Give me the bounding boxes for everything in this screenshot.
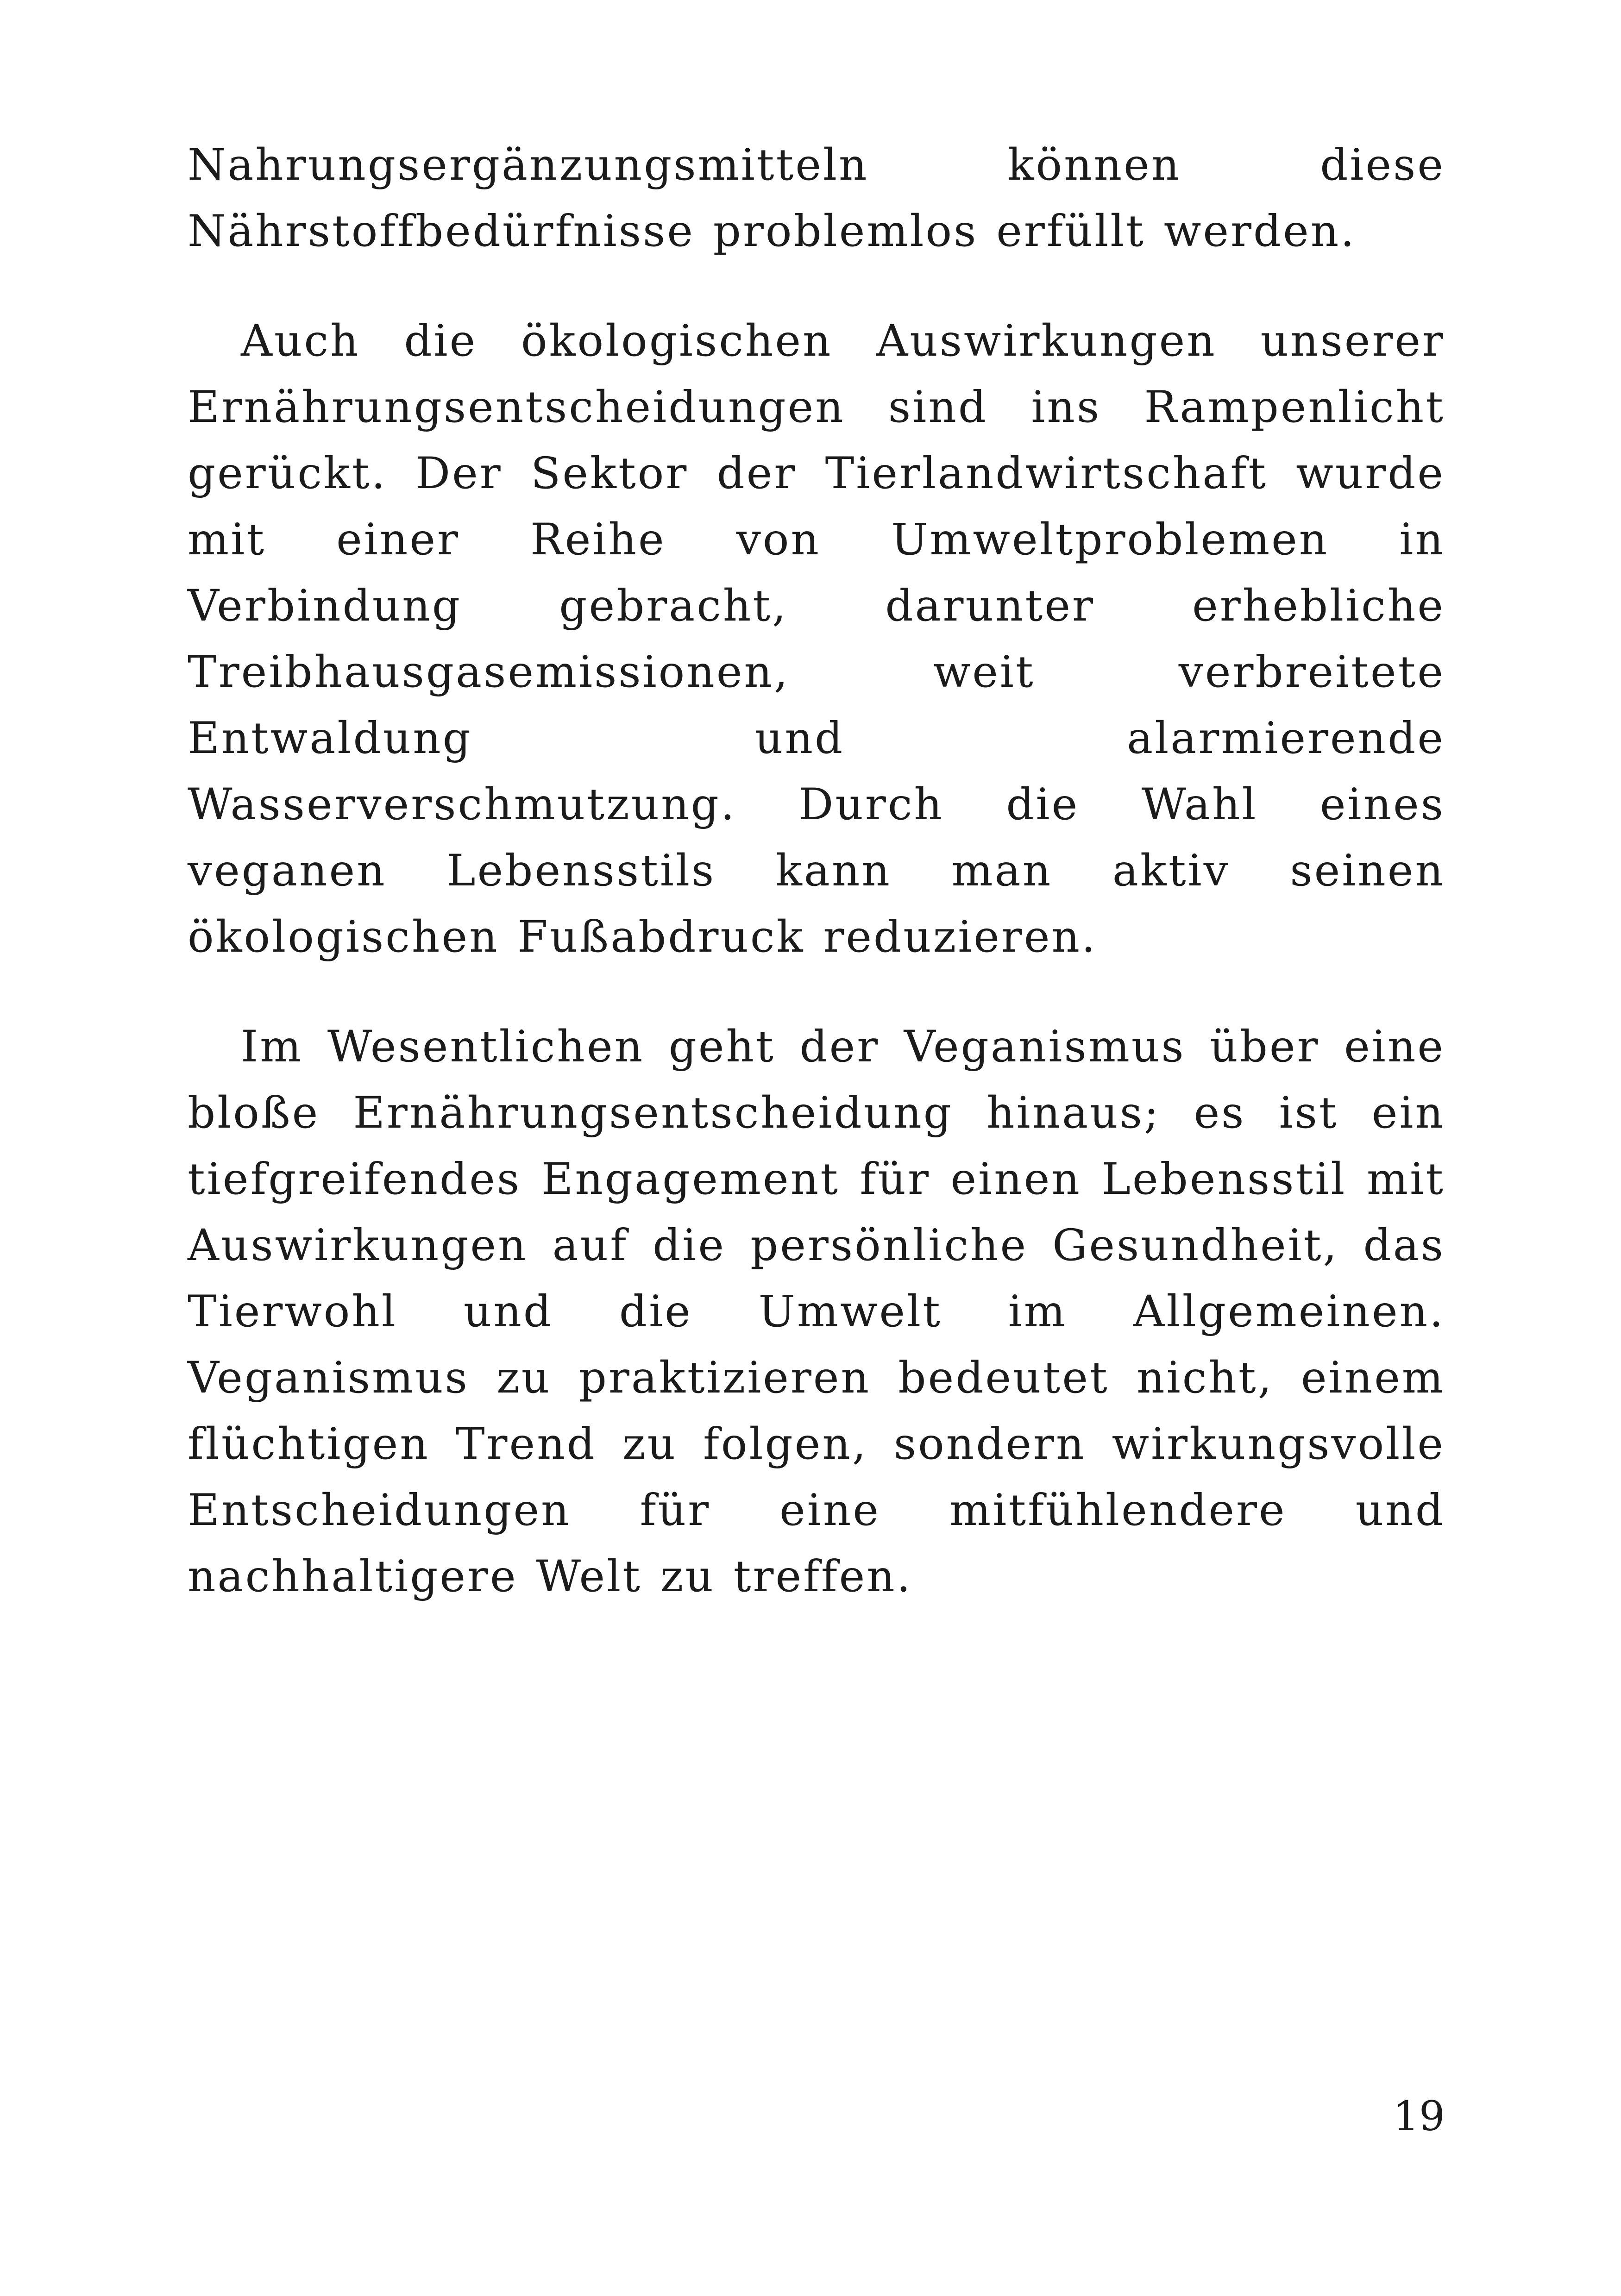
paragraph-conclusion: Im Wesentlichen geht der Veganismus über eine bloße Ernährungsentscheidung hinaus; es ist ein tiefgreifendes Engagement für einen Lebensstil mit Auswirkungen auf die persönliche Gesundheit, das Tierwohl und die Umwelt im Allgemeinen. Veganismus zu praktizieren bedeutet nicht, einem flüchtigen Trend zu folgen, sondern wirkungsvolle Entscheidungen für eine mitfühlendere und nachhaltigere Welt zu treffen. <box>188 1022 1445 1602</box>
page-number: 19 <box>1393 2092 1445 2140</box>
paragraph-continued: Nahrungsergänzungsmitteln können diese Nährstoffbedürfnisse problemlos erfüllt werden. <box>188 140 1445 257</box>
paragraph-ecology: Auch die ökologischen Auswirkungen unserer Ernährungsentscheidungen sind ins Rampenlicht gerückt. Der Sektor der Tierlandwirtschaft wurde mit einer Reihe von Umweltproblemen in Verbindung gebracht, darunter erhebliche Treibhausgasemissionen, weit verbreitete Entwaldung und alarmierende Wasserverschmutzung. Durch die Wahl eines veganen Lebensstils kann man aktiv seinen ökologischen Fußabdruck reduzieren. <box>188 316 1445 962</box>
page-body <box>188 132 1445 1653</box>
